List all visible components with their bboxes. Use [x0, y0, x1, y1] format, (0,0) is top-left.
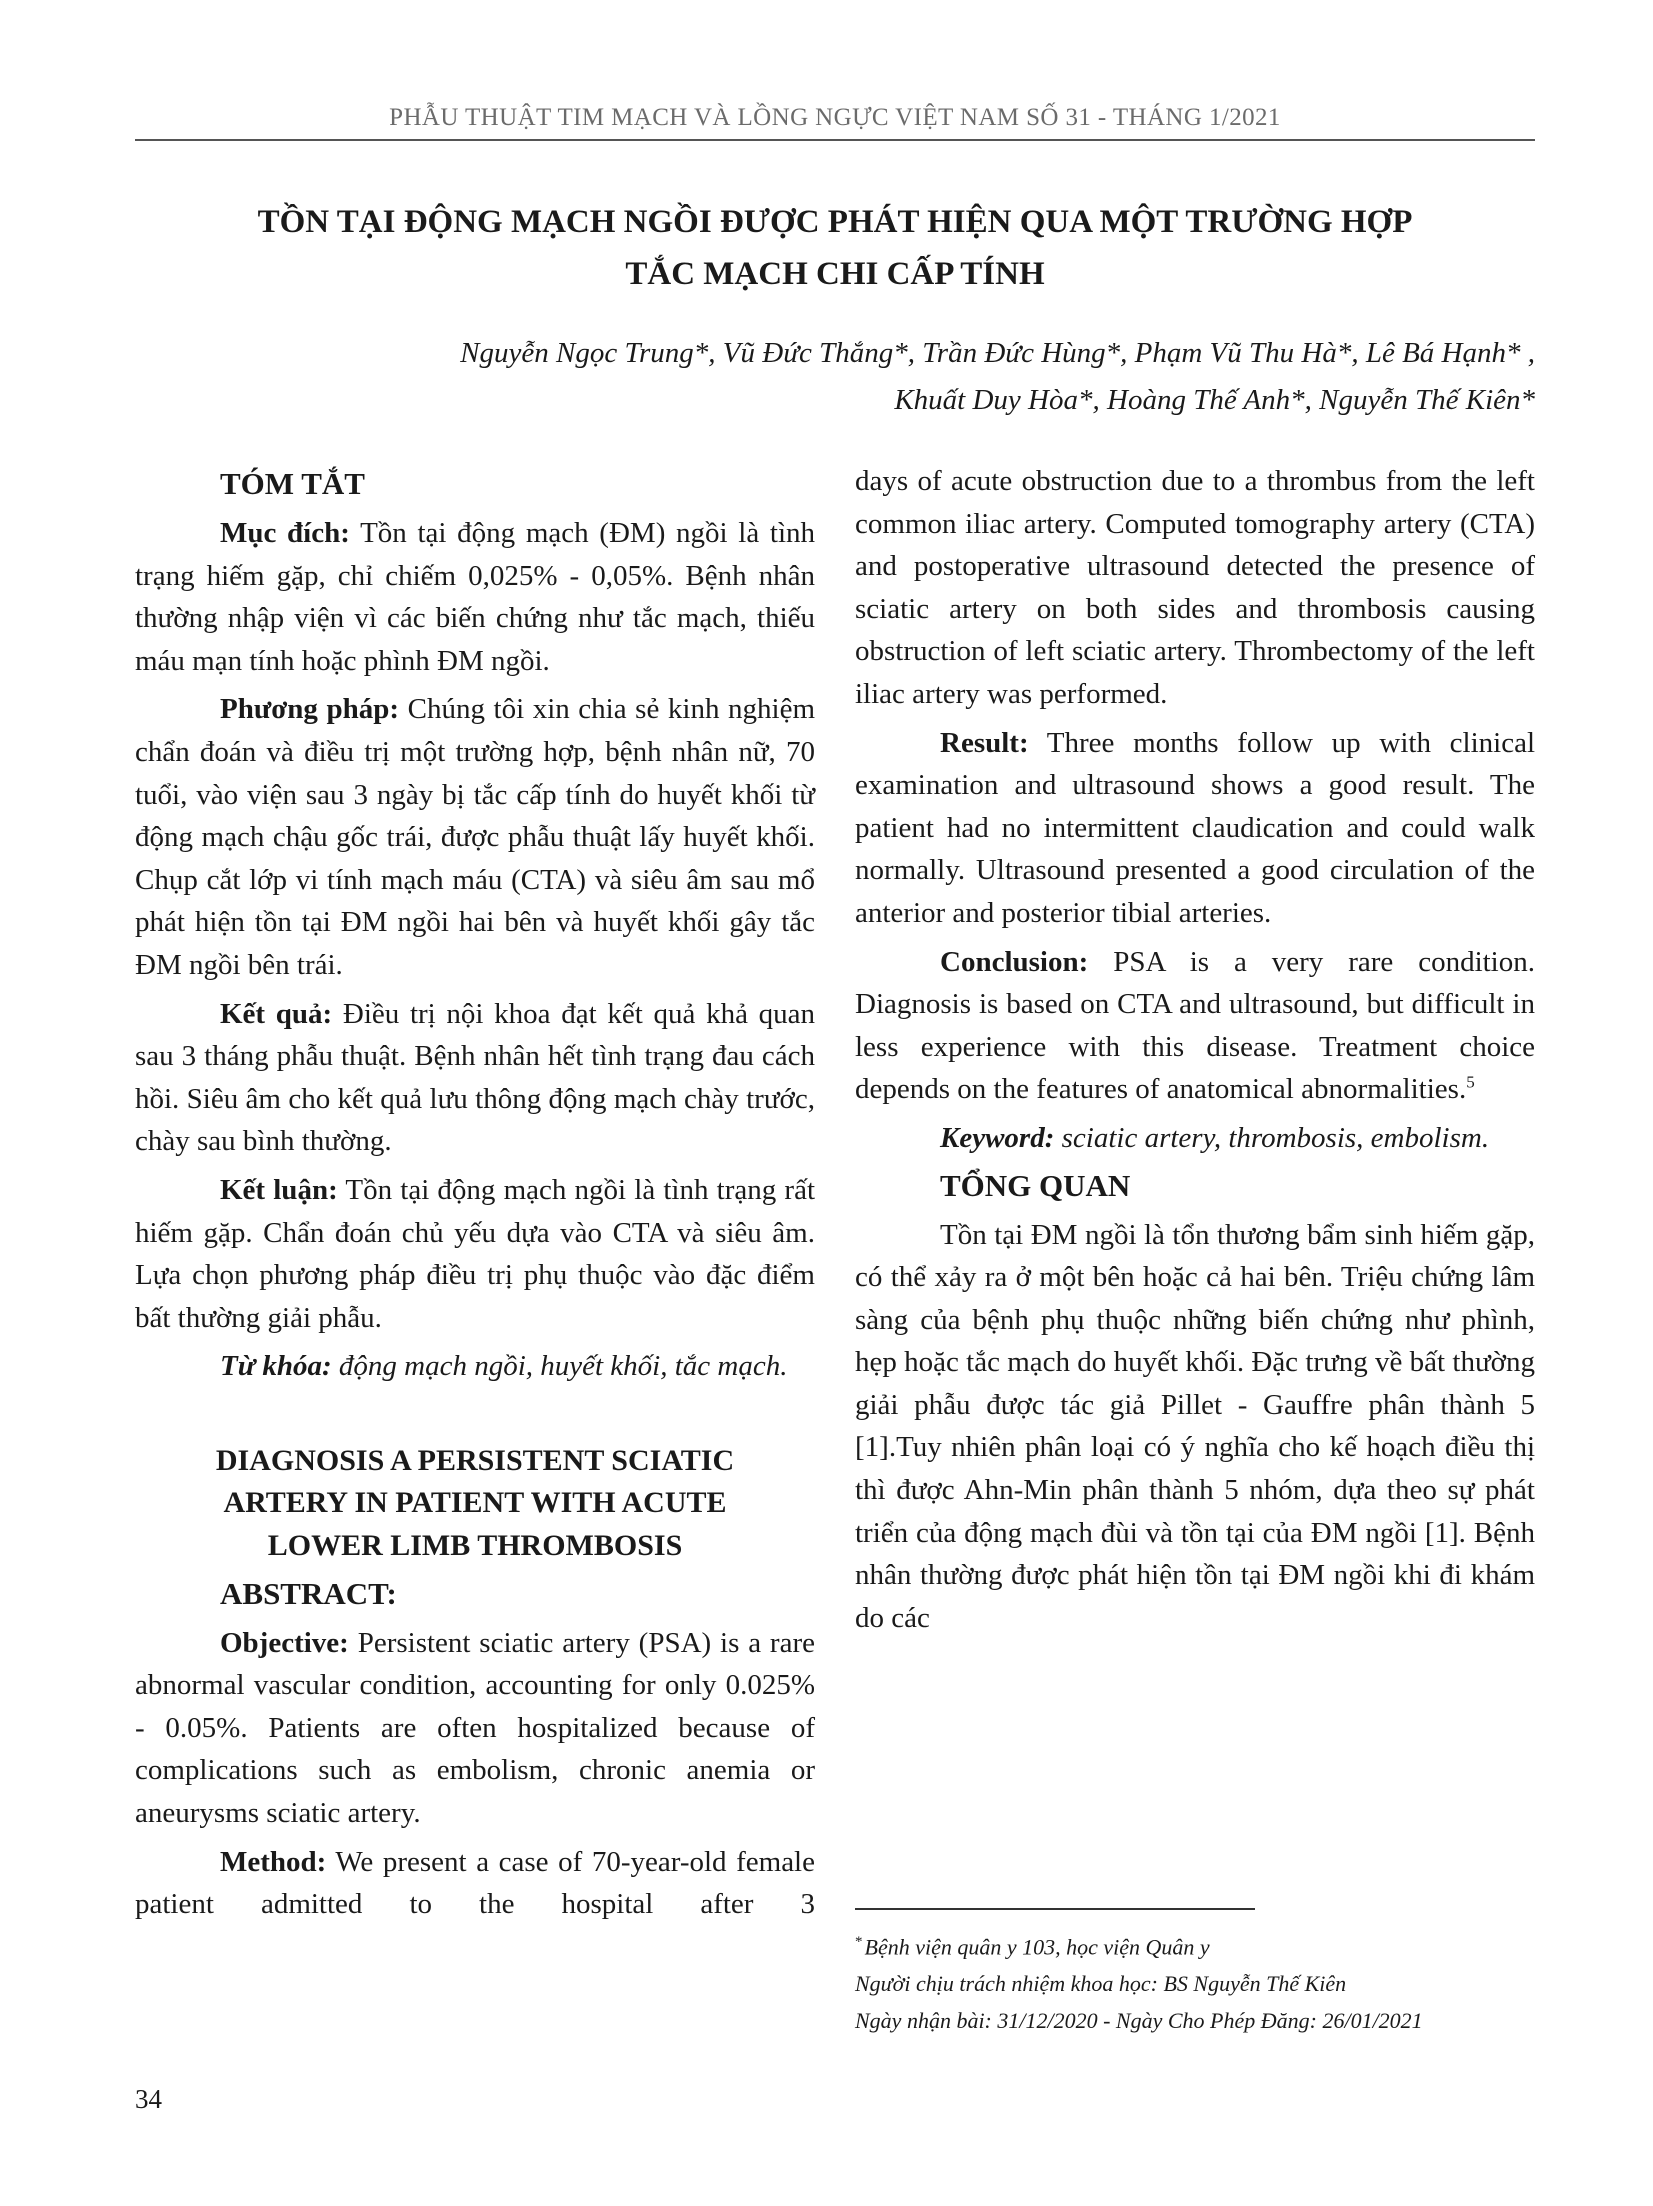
- vn-conclusion-label: Kết luận:: [220, 1173, 338, 1206]
- vn-method-text: Chúng tôi xin chia sẻ kinh nghiệm chẩn đoán và điều trị một trường hợp, bệnh nhân nữ, 70 tuổi, vào viện sau 3 ngày bị tắc cấp tính do huyết khối từ động mạch chậu gốc trái, được phẫu thuật lấy huyết khối. Chụp cắt lớp vi tính mạch máu (CTA) và siêu âm sau mổ phát hiện tồn tại ĐM ngồi hai bên và huyết khối gây tắc ĐM ngồi bên trái.: [135, 693, 815, 981]
- footnote-affiliation: [855, 1924, 1555, 1965]
- en-result-text: Three months follow up with clinical examination and ultrasound shows a good result. The patient had no intermittent claudication and could walk normally. Ultrasound presented a good circulation of the anterior and posterior tibial arteries.: [855, 726, 1535, 929]
- vn-conclusion-paragraph: [135, 1169, 815, 1339]
- en-method-paragraph-cont: days of acute obstruction due to a thrombus from the left common iliac artery. Computed tomography artery (CTA) and postoperative ultrasound detected the presence of sciatic artery on both sides and thrombosis causing obstruction of left sciatic artery. Thrombectomy of the left iliac artery was performed.: [855, 465, 1535, 710]
- left-column: [135, 462, 815, 1926]
- footnote-affiliation-text: Bệnh viện quân y 103, học viện Quân y: [864, 1934, 1210, 1960]
- footnotes: [855, 1924, 1555, 2039]
- footnote-star: *: [855, 1934, 863, 1950]
- page-number: 34: [135, 2084, 162, 2114]
- author-list: [135, 330, 1535, 424]
- footnote-rule: [855, 1908, 1255, 1910]
- article-title-line-1: TỒN TẠI ĐỘNG MẠCH NGỒI ĐƯỢC PHÁT HIỆN QUA MỘT TRƯỜNG HỢP: [257, 204, 1413, 240]
- header-rule: [135, 139, 1535, 141]
- vn-result-text: Điều trị nội khoa đạt kết quả khả quan sau 3 tháng phẫu thuật. Bệnh nhân hết tình trạng đau cách hồi. Siêu âm cho kết quả lưu thông động mạch chày trước, chày sau bình thường.: [135, 997, 816, 1158]
- right-column: [855, 460, 1535, 1639]
- footnote-dates: Ngày nhận bài: 31/12/2020 - Ngày Cho Phép Đăng: 26/01/2021: [855, 2008, 1423, 2034]
- en-objective-text: Persistent sciatic artery (PSA) is a rare abnormal vascular condition, accounting for only 0.025% - 0.05%. Patients are often hospitalized because of complications such as embolism, chronic anemia or aneurysms sciatic artery.: [135, 1626, 815, 1830]
- footnote-ref: 5: [1466, 1072, 1475, 1092]
- en-keywords-text: sciatic artery, thrombosis, embolism.: [1054, 1121, 1490, 1154]
- en-method-text-left: We present a case of 70-year-old female patient admitted to the hospital after 3: [135, 1845, 815, 1921]
- vn-objective-text: Tồn tại động mạch (ĐM) ngồi là tình trạng hiếm gặp, chỉ chiếm 0,025% - 0,05%. Bệnh nhân thường nhập viện vì các biến chứng như tắc mạch, thiếu máu mạn tính hoặc phình ĐM ngồi.: [135, 517, 815, 677]
- author-list-line-1: Nguyễn Ngọc Trung*, Vũ Đức Thắng*, Trần Đức Hùng*, Phạm Vũ Thu Hà*, Lê Bá Hạnh* ,: [460, 337, 1535, 369]
- vn-result-paragraph: [135, 993, 815, 1163]
- en-keywords-label: Keyword:: [940, 1121, 1055, 1154]
- vn-objective-label: Mục đích:: [220, 517, 350, 549]
- vn-method-paragraph: [135, 688, 815, 986]
- en-result-label: Result:: [940, 726, 1029, 759]
- en-keywords-paragraph: [855, 1117, 1535, 1160]
- overview-heading: TỔNG QUAN: [940, 1167, 1131, 1203]
- vn-conclusion-text: Tồn tại động mạch ngồi là tình trạng rất hiếm gặp. Chẩn đoán chủ yếu dựa vào CTA và siêu âm. Lựa chọn phương pháp điều trị phụ thuộc vào đặc điểm bất thường giải phẫu.: [135, 1173, 816, 1334]
- en-abstract-heading: ABSTRACT:: [220, 1575, 397, 1611]
- en-result-paragraph: [855, 722, 1535, 935]
- vn-abstract-heading: TÓM TẮT: [220, 466, 365, 501]
- en-objective-label: Objective:: [220, 1626, 349, 1659]
- vn-objective-paragraph: [135, 512, 815, 682]
- vn-method-label: Phương pháp:: [220, 693, 400, 726]
- running-header: PHẪU THUẬT TIM MẠCH VÀ LỒNG NGỰC VIỆT NAM SỐ 31 - THÁNG 1/2021: [389, 104, 1281, 131]
- en-conclusion-paragraph: [855, 941, 1535, 1111]
- english-title: [135, 1440, 815, 1568]
- vn-keywords-paragraph: [135, 1345, 815, 1388]
- en-conclusion-text: PSA is a very rare condition. Diagnosis is based on CTA and ultrasound, but difficult in less experience with this disease. Treatment choice depends on the features of anatomical abnormalities.: [855, 945, 1535, 1106]
- en-objective-paragraph: [135, 1622, 815, 1835]
- vn-result-label: Kết quả:: [220, 997, 333, 1030]
- overview-paragraph: Tồn tại ĐM ngồi là tổn thương bẩm sinh hiếm gặp, có thể xảy ra ở một bên hoặc cả hai bên. Triệu chứng lâm sàng của bệnh phụ thuộc những biến chứng như phình, hẹp hoặc tắc mạch do huyết khối. Đặc trưng về bất thường giải phẫu được tác giả Pillet - Gauffre phân thành 5 [1].Tuy nhiên phân loại có ý nghĩa cho kế hoạch điều thị thì được Ahn-Min phân thành 5 nhóm, dựa theo sự phát triển của động mạch đùi và tồn tại của ĐM ngồi [1]. Bệnh nhân thường được phát hiện tồn tại ĐM ngồi khi đi khám do các: [855, 1218, 1535, 1634]
- english-title-line-3: LOWER LIMB THROMBOSIS: [267, 1529, 683, 1563]
- en-method-label: Method:: [220, 1845, 327, 1878]
- article-title: [135, 196, 1535, 300]
- en-method-paragraph-start: [135, 1841, 815, 1926]
- english-title-line-2: ARTERY IN PATIENT WITH ACUTE: [223, 1486, 727, 1520]
- article-title-line-2: TẮC MẠCH CHI CẤP TÍNH: [625, 256, 1045, 292]
- footnote-responsible: Người chịu trách nhiệm khoa học: BS Nguyễn Thế Kiên: [855, 1971, 1347, 1997]
- vn-keywords-text: động mạch ngồi, huyết khối, tắc mạch.: [331, 1350, 788, 1383]
- vn-keywords-label: Từ khóa:: [220, 1350, 332, 1383]
- en-conclusion-label: Conclusion:: [940, 945, 1089, 978]
- english-title-line-1: DIAGNOSIS A PERSISTENT SCIATIC: [215, 1443, 735, 1477]
- author-list-line-2: Khuất Duy Hòa*, Hoàng Thế Anh*, Nguyễn Thế Kiên*: [894, 384, 1535, 416]
